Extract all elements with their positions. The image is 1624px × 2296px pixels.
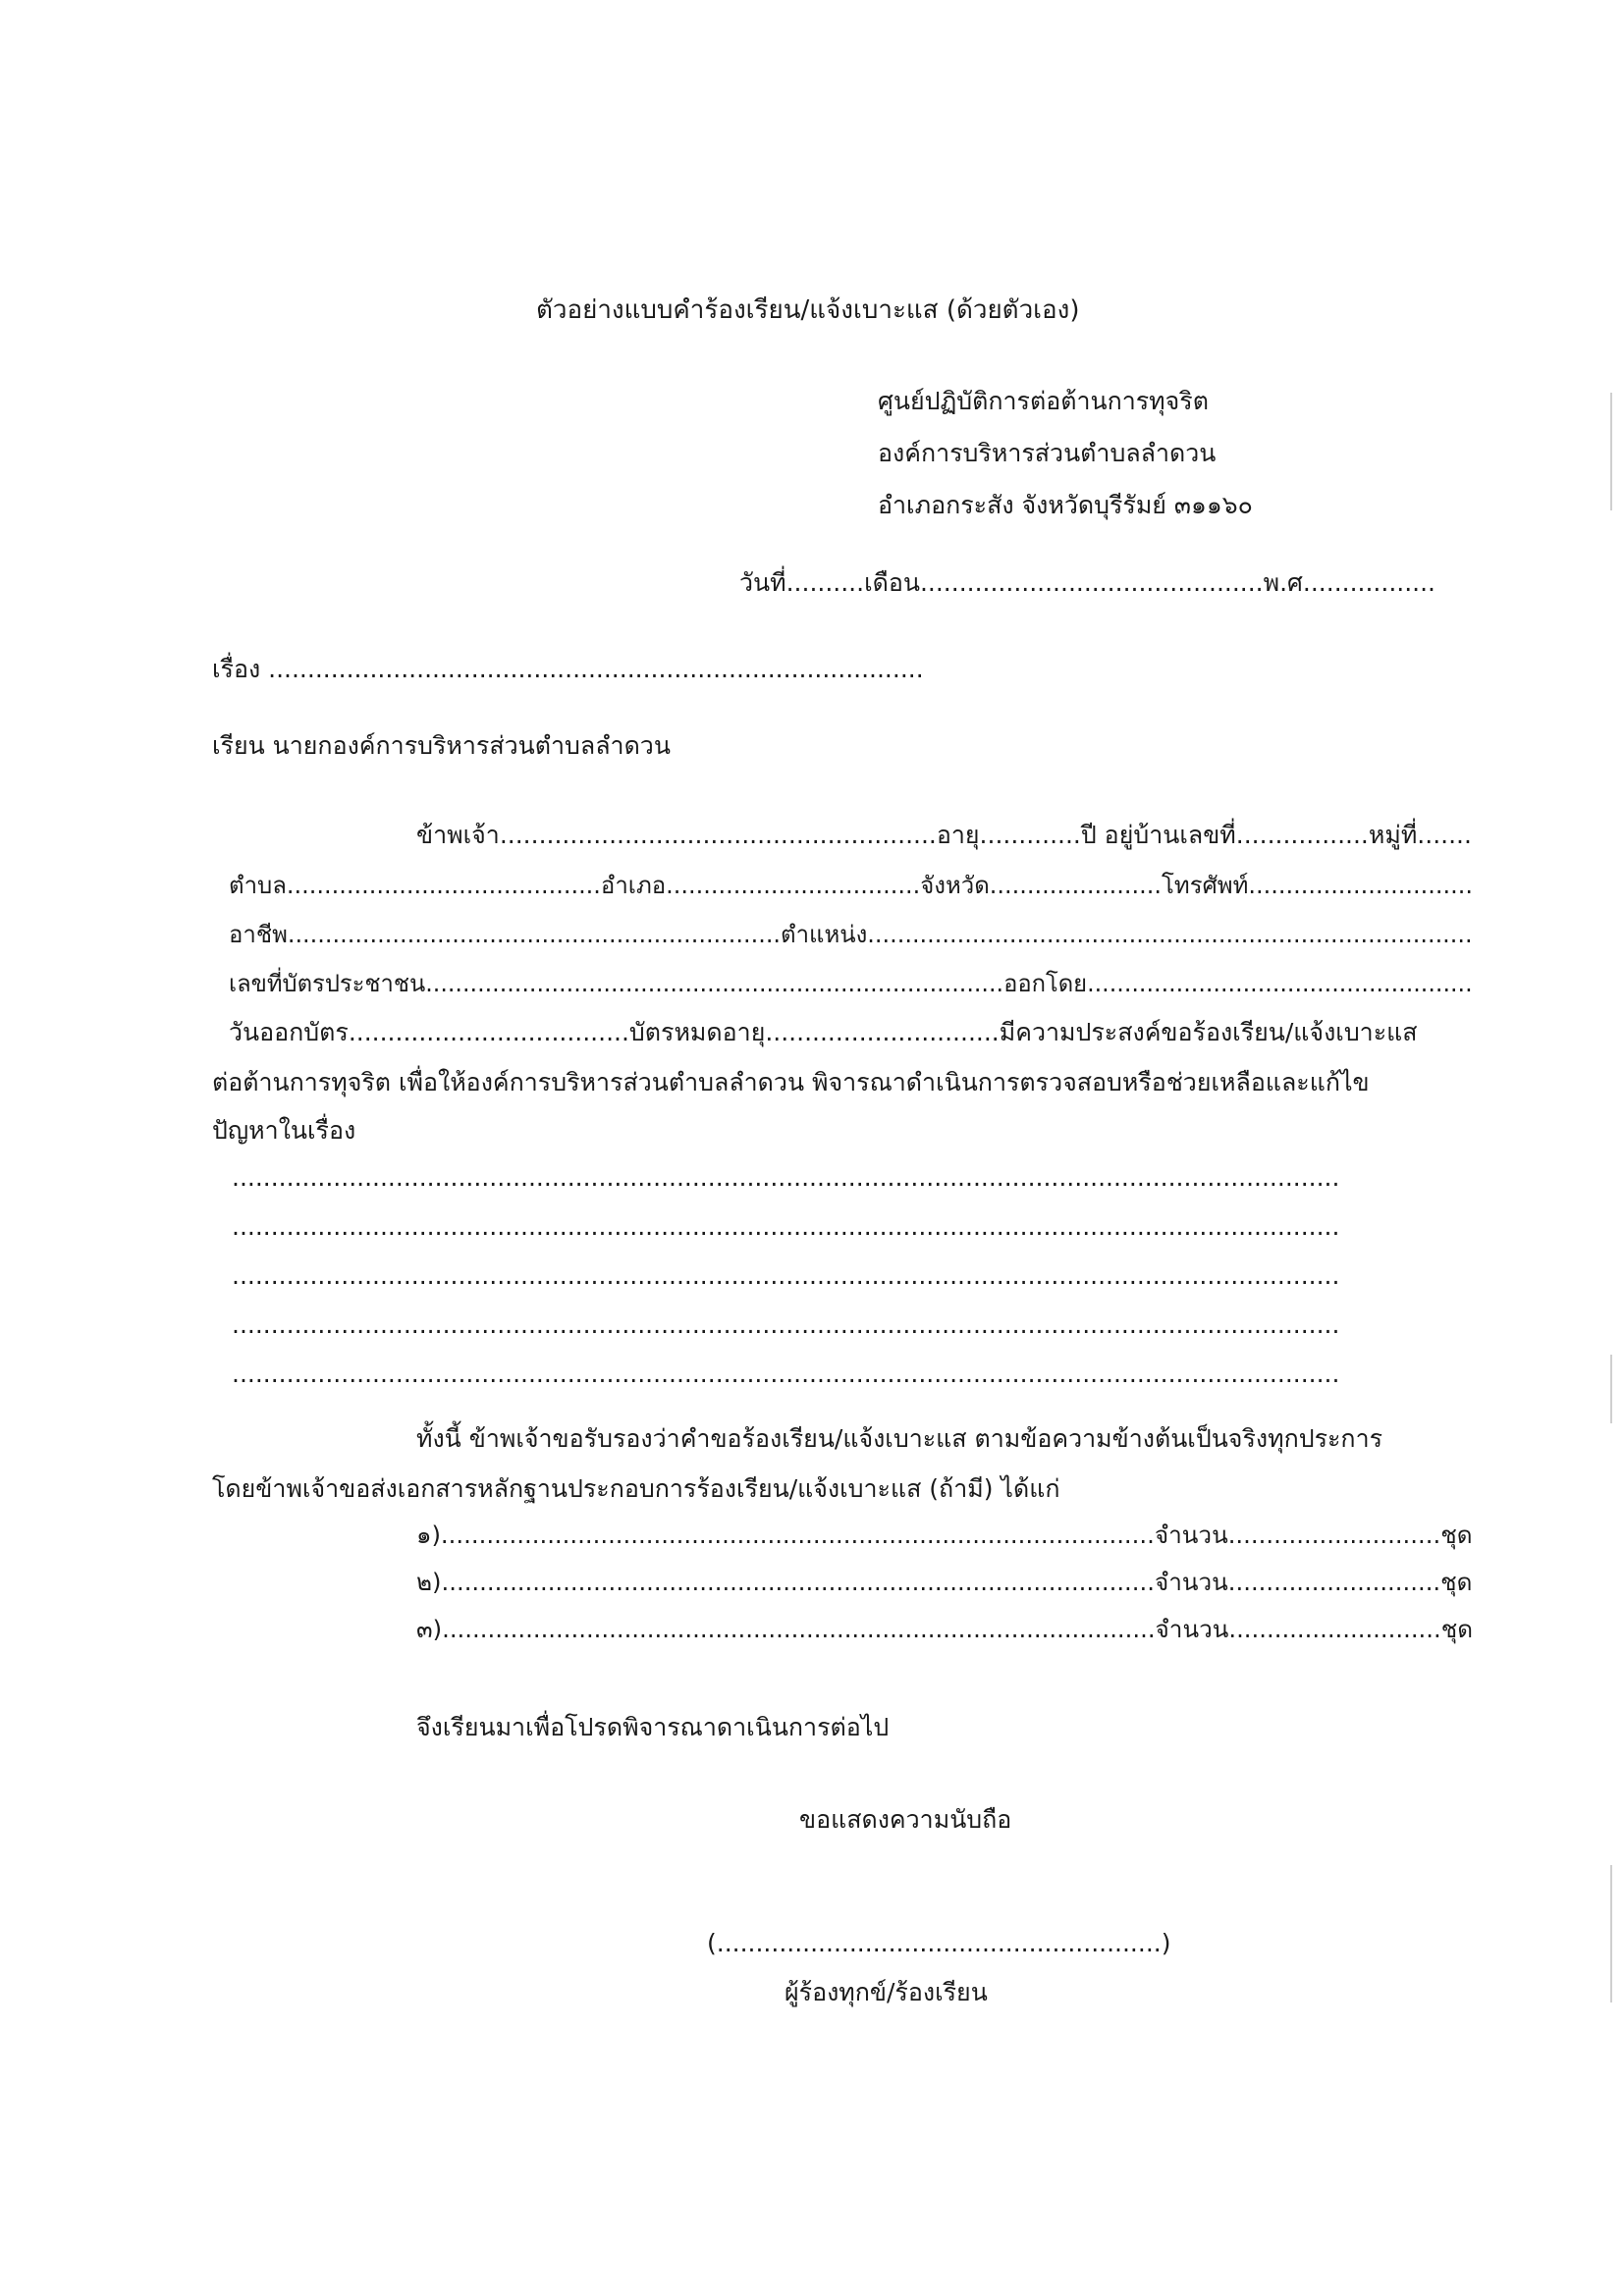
signer-title: ผู้ร้องทุกข์/ร้องเรียน bbox=[785, 1978, 988, 2006]
evidence-item-3: ๓)..............................................................................................จำนวน............................ชุด bbox=[416, 1615, 1474, 1643]
scan-edge-mark bbox=[1610, 1355, 1612, 1423]
scan-edge-mark bbox=[1610, 1865, 1612, 2002]
address-line-3: อำเภอกระสัง จังหวัดบุรีรัมย์ ๓๑๑๖๐ bbox=[878, 491, 1253, 519]
blank-line: .............................................................................................................................................. bbox=[232, 1360, 1340, 1388]
body-line-6: ต่อต้านการทุจริต เพื่อให้องค์การบริหารส่วนตำบลลำดวน พิจารณาดำเนินการตรวจสอบหรือช่วยเหลือและแก้ไข bbox=[212, 1068, 1370, 1096]
body-line-4: เลขที่บัตรประชาชน..............................................................................ออกโดย.................................................... bbox=[229, 970, 1473, 997]
signature-line: (.........................................................) bbox=[707, 1929, 1171, 1957]
blank-line: .............................................................................................................................................. bbox=[232, 1310, 1340, 1339]
blank-line: .............................................................................................................................................. bbox=[232, 1212, 1340, 1241]
salutation: เรียน นายกองค์การบริหารส่วนตำบลลำดวน bbox=[212, 731, 671, 760]
body-line-7: ปัญหาในเรื่อง bbox=[212, 1116, 356, 1145]
body-line-1: ข้าพเจ้า........................................................อายุ.............ปี อยู่บ้านเลขที่.................หมู่ที่....... bbox=[416, 821, 1472, 849]
address-line-1: ศูนย์ปฏิบัติการต่อต้านการทุจริต bbox=[878, 387, 1209, 415]
closing-line: จึงเรียนมาเพื่อโปรดพิจารณาดาเนินการต่อไป bbox=[416, 1713, 890, 1741]
body-line-3: อาชีพ..................................................................ตำแหน่ง................................................................................. bbox=[229, 921, 1473, 948]
regards-line: ขอแสดงความนับถือ bbox=[799, 1805, 1012, 1834]
evidence-item-2: ๒)..............................................................................................จำนวน............................ชุด bbox=[416, 1568, 1473, 1596]
blank-line: .............................................................................................................................................. bbox=[232, 1261, 1340, 1290]
document-title: ตัวอย่างแบบคำร้องเรียน/แจ้งเบาะแส (ด้วยตัวเอง) bbox=[536, 295, 1080, 325]
body-line-5: วันออกบัตร....................................บัตรหมดอายุ..............................มีความประสงค์ขอร้องเรียน/แจ้งเบาะแส bbox=[229, 1018, 1418, 1046]
scan-edge-mark bbox=[1610, 393, 1612, 510]
blank-line: .............................................................................................................................................. bbox=[232, 1163, 1340, 1192]
certify-line-1: ทั้งนี้ ข้าพเจ้าขอรับรองว่าคำขอร้องเรียน/แจ้งเบาะแส ตามข้อความข้างต้นเป็นจริงทุกประการ bbox=[416, 1424, 1383, 1453]
certify-line-2: โดยข้าพเจ้าขอส่งเอกสารหลักฐานประกอบการร้องเรียน/แจ้งเบาะแส (ถ้ามี) ได้แก่ bbox=[212, 1474, 1060, 1503]
address-line-2: องค์การบริหารส่วนตำบลลำดวน bbox=[878, 439, 1217, 467]
date-line: วันที่..........เดือน............................................พ.ศ................. bbox=[739, 568, 1436, 597]
subject-line: เรื่อง .................................................................................... bbox=[212, 655, 924, 683]
evidence-item-1: ๑)..............................................................................................จำนวน............................ชุด bbox=[416, 1521, 1473, 1549]
body-line-2: ตำบล..........................................อำเภอ..................................จังหวัด.......................โทรศัพท์.............................. bbox=[229, 872, 1473, 899]
